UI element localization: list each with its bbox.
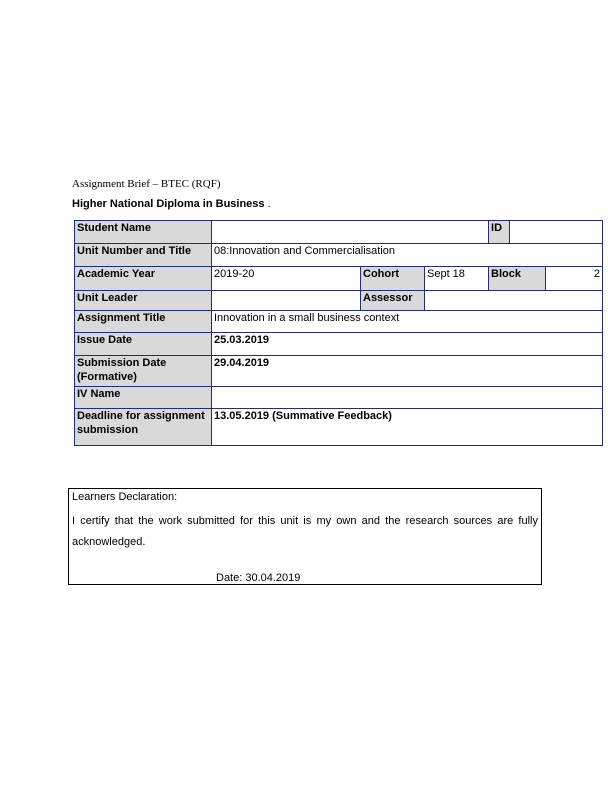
deadline-label-line2: submission — [77, 424, 139, 436]
qualification-heading — [72, 198, 271, 210]
id-label: ID — [489, 221, 510, 244]
assignment-details-table — [74, 220, 603, 446]
assessor-value[interactable] — [425, 291, 603, 311]
submission-date-label-line2: (Formative) — [77, 371, 137, 383]
assessor-label: Assessor — [361, 291, 425, 311]
submission-date-label — [75, 356, 212, 387]
declaration-body: I certify that the work submitted for this unit is my own and the research sources are fully acknowledged. — [72, 515, 538, 548]
table-row — [75, 409, 603, 446]
unit-label: Unit Number and Title — [75, 244, 212, 267]
cohort-label: Cohort — [361, 267, 425, 291]
iv-name-label: IV Name — [75, 387, 212, 409]
declaration-title: Learners Declaration: — [72, 491, 178, 503]
submission-date-value[interactable]: 29.04.2019 — [212, 356, 603, 387]
table-row — [75, 311, 603, 333]
submission-date-label-line1: Submission Date — [77, 357, 167, 369]
cohort-value[interactable]: Sept 18 — [425, 267, 489, 291]
table-row — [75, 356, 603, 387]
issue-date-value[interactable]: 25.03.2019 — [212, 333, 603, 356]
heading-trailer: . — [267, 198, 271, 210]
qualification-heading-text: Higher National Diploma in Business — [72, 198, 265, 210]
deadline-label-line1: Deadline for assignment — [77, 410, 205, 422]
learners-declaration-box — [68, 488, 542, 585]
table-row — [75, 387, 603, 409]
assignment-title-value[interactable]: Innovation in a small business context — [212, 311, 603, 333]
academic-year-label: Academic Year — [75, 267, 212, 291]
block-label: Block — [489, 267, 546, 291]
table-row — [75, 244, 603, 267]
student-name-value[interactable] — [212, 221, 489, 244]
id-value[interactable] — [510, 221, 603, 244]
declaration-date: Date: 30.04.2019 — [216, 572, 301, 584]
assignment-title-label: Assignment Title — [75, 311, 212, 333]
unit-leader-value[interactable] — [212, 291, 361, 311]
table-row — [75, 291, 603, 311]
assignment-brief-subtitle: Assignment Brief – BTEC (RQF) — [72, 178, 221, 190]
unit-leader-label: Unit Leader — [75, 291, 212, 311]
unit-value[interactable]: 08:Innovation and Commercialisation — [212, 244, 603, 267]
iv-name-value[interactable] — [212, 387, 603, 409]
table-row — [75, 267, 603, 291]
student-name-label: Student Name — [75, 221, 212, 244]
table-row — [75, 333, 603, 356]
deadline-label — [75, 409, 212, 446]
deadline-value[interactable]: 13.05.2019 (Summative Feedback) — [212, 409, 603, 446]
issue-date-label: Issue Date — [75, 333, 212, 356]
academic-year-value[interactable]: 2019-20 — [212, 267, 361, 291]
block-value[interactable]: 2 — [546, 267, 603, 291]
table-row — [75, 221, 603, 244]
